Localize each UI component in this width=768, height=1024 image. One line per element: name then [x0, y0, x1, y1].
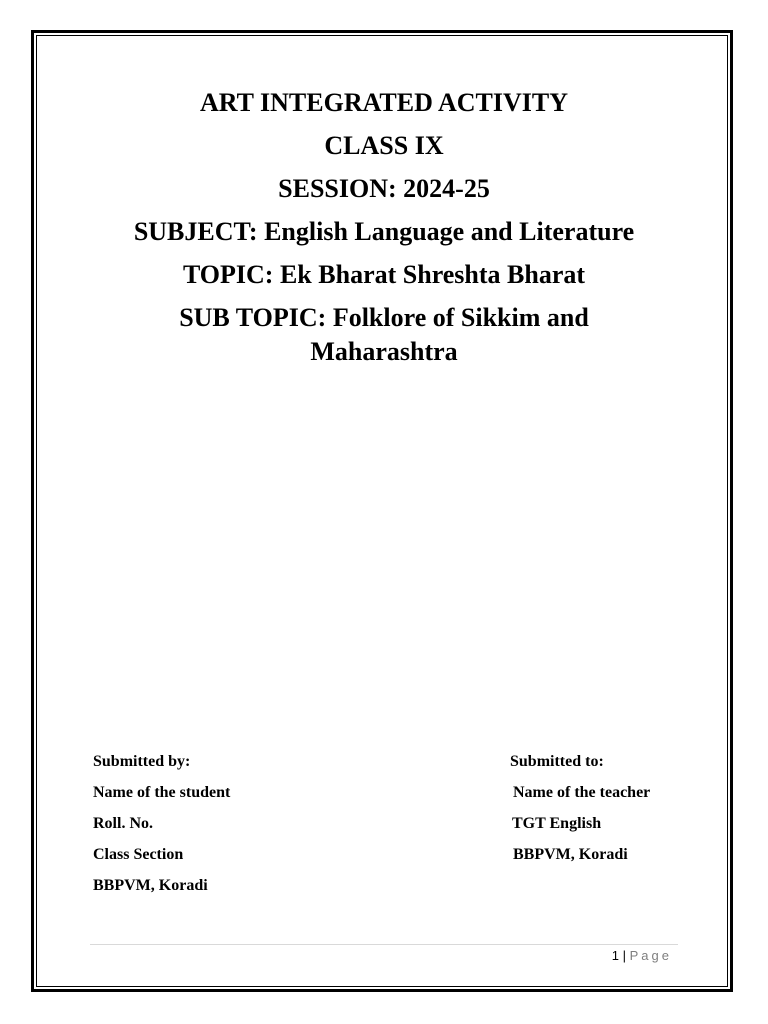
subject-label: SUBJECT:: [133, 217, 258, 246]
topic-value: Ek Bharat Shreshta Bharat: [279, 260, 586, 289]
submitted-by-block: [93, 752, 230, 907]
subject-value: English Language and Literature: [264, 217, 635, 246]
topic-line: [40, 258, 728, 292]
class-line: CLASS IX: [324, 131, 444, 160]
footer-divider: [90, 944, 678, 945]
topic-label: TOPIC:: [182, 260, 274, 289]
teacher-designation: TGT English: [512, 815, 602, 832]
session-line: SESSION: 2024-25: [278, 174, 490, 203]
title-block: [40, 86, 728, 369]
teacher-school: BBPVM, Koradi: [513, 846, 628, 863]
subtopic-value: Folklore of Sikkim and Maharashtra: [310, 303, 589, 366]
page-footer: [612, 948, 672, 963]
submitted-to-block: [510, 752, 650, 876]
submitted-to-label: Submitted to:: [510, 753, 604, 770]
class-section: Class Section: [93, 846, 184, 863]
page-word: Page: [629, 948, 672, 963]
submitted-by-label: Submitted by:: [93, 753, 191, 770]
student-school: BBPVM, Koradi: [93, 877, 208, 894]
main-heading: ART INTEGRATED ACTIVITY: [200, 88, 568, 117]
roll-number: Roll. No.: [93, 815, 153, 832]
page-number: 1: [611, 948, 619, 963]
subject-line: [40, 215, 728, 249]
subtopic-label: SUB TOPIC:: [179, 303, 327, 332]
teacher-name: Name of the teacher: [513, 784, 651, 801]
page-separator: |: [622, 948, 626, 963]
subtopic-line: [124, 301, 644, 369]
student-name: Name of the student: [93, 784, 231, 801]
